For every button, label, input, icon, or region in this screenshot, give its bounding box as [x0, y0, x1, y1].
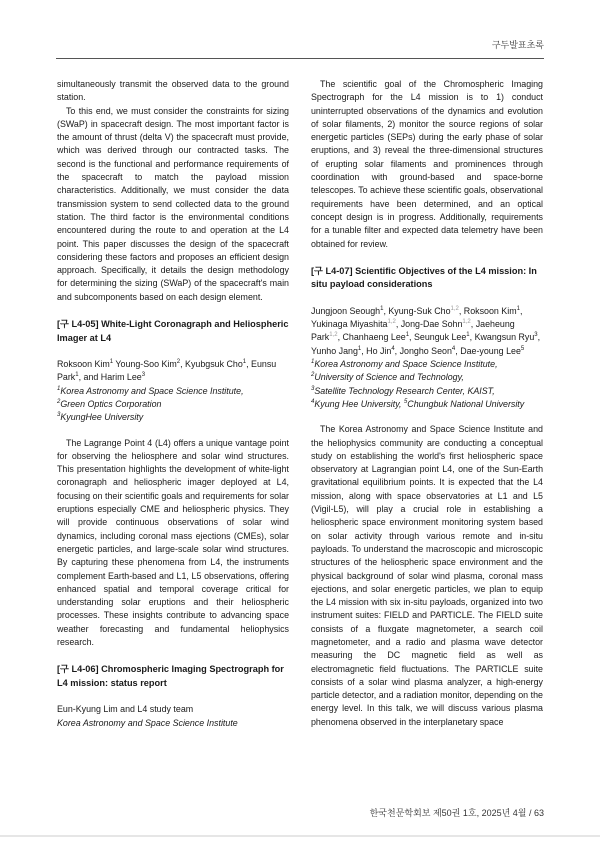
affiliation: $^4$Kyung Hee University, $^5$Chungbuk National University — [311, 398, 525, 409]
paragraph: To this end, we must consider the constraints for sizing (SWaP) in spacecraft design. The most important factor is the amount of thrust (delta V) the spacecraft must provide, which was derived through our contracted tasks. The second is the functional and performance requirements of the spacecraft to match the payload mission characteristics. Additionally, we must consider the data transmission system to send collected data to the ground station. The third factor is the environmental conditions encountered during the route to and operation at the L4 point. This paper discusses the design of the spacecraft considering these factors and proposes an efficient design approach. Specifically, it details the design methodology for determining the sizing (SWaP) of the spacecraft's main and subcomponents based on each design element. — [57, 105, 289, 302]
paragraph: simultaneously transmit the observed data to the ground station. — [57, 79, 289, 103]
abstract-body: The Korea Astronomy and Space Science Institute and the heliophysics community are conducting a conceptual study on establishing the world's first heliospheric space observatory at Lagrangian point L4, one of the Sun-Earth gravitational equilibrium points. It is expected that the L4 mission, along with space observatories at L1 and L5 (Vigil-L5), will play a crucial role in establishing a heliospheric space environment monitoring system based on solar activity through various remote and in-situ payloads. To understand the macroscopic and microscopic structures of the heliospheric space environment and the physical background of solar wind plasma, coronal mass ejections, and solar energetic particles, we plan to equip the L4 mission with six in-situ payloads, organized into two instrument suites: FIELD and PARTICLE. The FIELD suite consists of a fluxgate magnetometer, a search coil magnetometer, and a radio and plasma wave detector measuring the DC magnetic field as well as electromagnetic field fluctuations. The PARTICLE suite consists of a solar wind plasma analyzer, a high-energy particle detector, and a radiation monitor, depending on the energy level. In this talk, we will discuss various plasma phenomena observed in the interplanetary space — [311, 424, 543, 727]
affiliation: Korea Astronomy and Space Science Institute — [57, 717, 238, 728]
right-column — [311, 78, 543, 729]
running-header: 구두발표초록 — [491, 40, 544, 50]
abstract-body: The scientific goal of the Chromospheric Imaging Spectrograph for the L4 mission is to 1) conduct uninterrupted observations of the dynamics and evolution of solar filaments, 2) monitor the source regions of solar energetic particles (SEPs) during the early phase of solar eruptions, and 3) reveal the three-dimensional structures of erupting solar filaments and prominences through coordination with ground-based and space-borne telescopes. To achieve these scientific goals, observational requirements have been determined, and an optical concept design is in progress. Additionally, requirements for a tunable filter and expected data telemetry have been obtained for review. — [311, 79, 543, 249]
author-list: Jungjoon Seough$^1$, Kyung-Suk Cho$^{1,2}$, Roksoon Kim$^1$, Yukinaga Miyashita$^{1,2}$, Jong-Dae Sohn$^{1,2}$, Jaeheung Park$^{1,2}$, Chanhaeng Lee$^1$, Seunguk Lee$^1$, Kwangsun Ryu$^3$, Yunho Jang$^1$, Ho Jin$^4$, Jongho Seon$^4$, Dae-young Lee$^5$ — [311, 305, 541, 356]
footer-divider — [0, 835, 600, 837]
abstract-title-l4-06: [구 L4-06] Chromospheric Imaging Spectrograph for L4 mission: status report — [57, 664, 284, 688]
abstract-title-l4-07: [구 L4-07] Scientific Objectives of the L4 mission: In situ payload considerations — [311, 265, 537, 290]
affiliation: $^3$KyungHee University — [57, 412, 144, 423]
abstract-body: The Lagrange Point 4 (L4) offers a unique vantage point for observing the heliosphere and solar wind structures. This presentation highlights the development of white-light coronagraph and heliospheric imager deployed at L4, focusing on their scientific goals and requirements for solar eruptions especially CME and heliospheric physics. They will provide continuous observations of solar wind dynamics, including coronal mass ejections (CMEs), solar energetic particles, and large-scale solar wind structures. By capturing these phenomena from L4, the instruments complement Earth-based and L1, L5 observations, offering enhanced spatial and temporal coverage critical for understanding solar eruptions and their heliospheric processes. These insights contribute to advancing space weather forecasting and fundamental heliophysics research. — [57, 437, 289, 647]
affiliation: $^1$Korea Astronomy and Space Science Institute, — [311, 359, 498, 370]
affiliation: $^2$Green Optics Corporation — [57, 398, 162, 409]
header-rule — [56, 58, 544, 59]
page-footer: 한국천문학회보 제50권 1호, 2025년 4월 / 63 — [369, 808, 544, 818]
author-list: Eun-Kyung Lim and L4 study team — [57, 704, 194, 715]
affiliation: $^3$Satellite Technology Research Center, KAIST, — [311, 385, 495, 396]
affiliation: $^2$University of Science and Technology, — [311, 372, 464, 383]
left-column — [57, 78, 289, 730]
author-list: Roksoon Kim$^1$ Young-Soo Kim$^2$, Kyubgsuk Cho$^1$, Eunsu Park$^1$, and Harim Lee$^3$ — [57, 359, 277, 383]
abstract-title-l4-05: [구 L4-05] White-Light Coronagraph and Heliospheric Imager at L4 — [57, 319, 289, 343]
affiliation: $^1$Korea Astronomy and Space Science Institute, — [57, 385, 244, 396]
